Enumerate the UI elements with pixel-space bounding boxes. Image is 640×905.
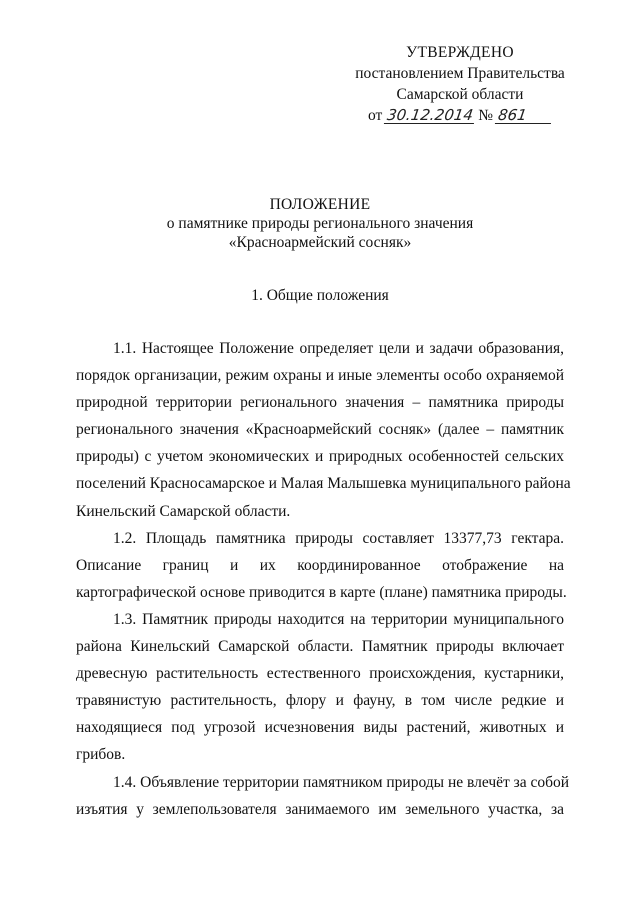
text-line: природной территории регионального значения – памятника природы	[76, 394, 564, 412]
text-line: 1.3. Памятник природы находится на территории муниципального	[113, 610, 564, 628]
text-line: поселений Красносамарское и Малая Малышевка муниципального района	[76, 475, 571, 493]
text-line: района Кинельский Самарской области. Памятник природы включает	[76, 638, 564, 656]
text-line: Описание границ и их координированное отображение на	[76, 556, 564, 574]
approval-title: УТВЕРЖДЕНО	[406, 44, 514, 61]
document-subtitle-2: «Красноармейский сосняк»	[228, 234, 412, 251]
text-line: природы) с учетом экономических и природных особенностей сельских	[76, 448, 564, 466]
text-line: Кинельский Самарской области.	[76, 502, 291, 520]
text-line: древесную растительность естественного происхождения, кустарники,	[76, 665, 564, 683]
text-line: изъятия у землепользователя занимаемого им земельного участка, за	[76, 800, 564, 818]
paragraph-1-3	[76, 606, 564, 769]
text-line: 1.1. Настоящее Положение определяет цели и задачи образования,	[113, 340, 564, 357]
date-prefix: от	[367, 107, 383, 124]
document-title: ПОЛОЖЕНИЕ	[269, 196, 371, 213]
paragraph-1-4	[76, 769, 570, 823]
handwritten-date: 30.12.2014	[386, 106, 475, 124]
document-subtitle-1: о памятнике природы регионального значения	[166, 215, 474, 232]
paragraph-1-1	[76, 335, 571, 525]
text-line: регионального значения «Красноармейский сосняк» (далее – памятник	[76, 421, 564, 439]
document-heading	[0, 195, 640, 252]
handwritten-number: 861	[495, 108, 553, 124]
text-line: грибов.	[76, 746, 126, 764]
text-line: картографической основе приводится в карте (плане) памятника природы.	[76, 583, 567, 601]
text-line: травянистую растительность, флору и фауну, в том числе редкие и	[76, 692, 564, 710]
number-prefix: №	[478, 107, 493, 124]
section-title: 1. Общие положения	[251, 287, 389, 304]
approval-stamp	[340, 42, 580, 126]
text-line: 1.2. Площадь памятника природы составляет 13377,73 гектара.	[113, 529, 564, 547]
text-line: 1.4. Объявление территории памятником природы не влечёт за собой	[113, 773, 570, 791]
approval-dateline	[340, 105, 580, 126]
paragraph-1-2	[76, 525, 567, 606]
document-body	[76, 335, 571, 823]
text-line: порядок организации, режим охраны и иные элементы особо охраняемой	[76, 367, 564, 385]
approval-line-1: постановлением Правительства	[355, 65, 565, 82]
approval-line-2: Самарской области	[396, 86, 524, 103]
text-line: находящиеся под угрозой исчезновения виды растений, животных и	[76, 719, 564, 737]
